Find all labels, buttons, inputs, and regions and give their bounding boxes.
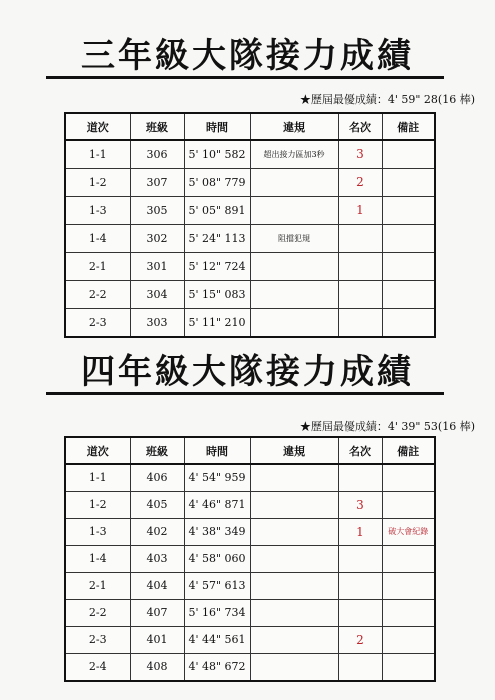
lane-cell: 2-2 <box>66 280 130 308</box>
header-time: 時間 <box>184 114 250 140</box>
note-cell <box>382 168 434 196</box>
lane-cell: 2-3 <box>66 308 130 336</box>
note-cell <box>382 626 434 653</box>
table-row <box>66 308 434 336</box>
header-lane: 道次 <box>66 114 130 140</box>
time-cell: 5' 11" 210 <box>184 308 250 336</box>
time-cell: 4' 57" 613 <box>184 572 250 599</box>
grade4-results-table <box>64 436 436 682</box>
class-cell: 303 <box>130 308 184 336</box>
note-cell: 破大會紀錄 <box>382 518 434 545</box>
header-class: 班級 <box>130 114 184 140</box>
rank-cell <box>338 572 382 599</box>
class-cell: 302 <box>130 224 184 252</box>
table-header-row <box>66 438 434 464</box>
rank-cell: 2 <box>338 626 382 653</box>
class-cell: 402 <box>130 518 184 545</box>
rank-cell: 1 <box>338 196 382 224</box>
class-cell: 305 <box>130 196 184 224</box>
grade3-best-record: ★歷屆最優成績：4' 59" 28(16 棒) <box>299 93 475 106</box>
note-cell <box>382 464 434 491</box>
header-rank: 名次 <box>338 438 382 464</box>
violation-cell: 超出接力區加3秒 <box>250 140 338 168</box>
class-cell: 301 <box>130 252 184 280</box>
rank-cell <box>338 280 382 308</box>
note-cell <box>382 280 434 308</box>
note-cell <box>382 545 434 572</box>
lane-cell: 2-2 <box>66 599 130 626</box>
table-row <box>66 572 434 599</box>
table-row <box>66 491 434 518</box>
violation-cell <box>250 626 338 653</box>
time-cell: 5' 12" 724 <box>184 252 250 280</box>
lane-cell: 1-4 <box>66 224 130 252</box>
rank-cell <box>338 599 382 626</box>
grade4-best-record: ★歷屆最優成績：4' 39" 53(16 棒) <box>299 420 475 433</box>
class-cell: 408 <box>130 653 184 680</box>
rank-cell: 3 <box>338 140 382 168</box>
rank-cell <box>338 224 382 252</box>
violation-cell <box>250 518 338 545</box>
class-cell: 304 <box>130 280 184 308</box>
lane-cell: 1-2 <box>66 168 130 196</box>
grade4-title: 四年級大隊接力成績 <box>81 352 414 392</box>
table-header-row <box>66 114 434 140</box>
violation-cell <box>250 464 338 491</box>
rank-cell <box>338 308 382 336</box>
table-row <box>66 653 434 680</box>
lane-cell: 1-3 <box>66 196 130 224</box>
time-cell: 4' 38" 349 <box>184 518 250 545</box>
time-cell: 5' 16" 734 <box>184 599 250 626</box>
class-cell: 306 <box>130 140 184 168</box>
rank-cell <box>338 464 382 491</box>
time-cell: 5' 05" 891 <box>184 196 250 224</box>
violation-cell: 阻擋犯規 <box>250 224 338 252</box>
class-cell: 407 <box>130 599 184 626</box>
note-cell <box>382 196 434 224</box>
header-violation: 違規 <box>250 438 338 464</box>
time-cell: 5' 10" 582 <box>184 140 250 168</box>
time-cell: 5' 15" 083 <box>184 280 250 308</box>
rank-cell: 3 <box>338 491 382 518</box>
class-cell: 401 <box>130 626 184 653</box>
grade3-results-table <box>64 112 436 338</box>
class-cell: 403 <box>130 545 184 572</box>
lane-cell: 2-4 <box>66 653 130 680</box>
time-cell: 4' 46" 871 <box>184 491 250 518</box>
note-cell <box>382 224 434 252</box>
lane-cell: 1-4 <box>66 545 130 572</box>
violation-cell <box>250 491 338 518</box>
class-cell: 405 <box>130 491 184 518</box>
grade3-title: 三年級大隊接力成績 <box>81 36 414 76</box>
rank-cell: 1 <box>338 518 382 545</box>
header-violation: 違規 <box>250 114 338 140</box>
violation-cell <box>250 168 338 196</box>
lane-cell: 1-1 <box>66 140 130 168</box>
table-row <box>66 518 434 545</box>
note-cell <box>382 599 434 626</box>
note-cell <box>382 140 434 168</box>
note-cell <box>382 308 434 336</box>
time-cell: 4' 48" 672 <box>184 653 250 680</box>
time-cell: 4' 54" 959 <box>184 464 250 491</box>
violation-cell <box>250 252 338 280</box>
time-cell: 5' 08" 779 <box>184 168 250 196</box>
lane-cell: 2-3 <box>66 626 130 653</box>
rank-cell <box>338 545 382 572</box>
header-class: 班級 <box>130 438 184 464</box>
violation-cell <box>250 196 338 224</box>
violation-cell <box>250 653 338 680</box>
note-cell <box>382 491 434 518</box>
rank-cell <box>338 653 382 680</box>
rank-cell: 2 <box>338 168 382 196</box>
class-cell: 406 <box>130 464 184 491</box>
class-cell: 307 <box>130 168 184 196</box>
header-rank: 名次 <box>338 114 382 140</box>
note-cell <box>382 252 434 280</box>
violation-cell <box>250 545 338 572</box>
table-row <box>66 196 434 224</box>
table-row <box>66 599 434 626</box>
table-row <box>66 545 434 572</box>
lane-cell: 1-3 <box>66 518 130 545</box>
class-cell: 404 <box>130 572 184 599</box>
violation-cell <box>250 572 338 599</box>
header-lane: 道次 <box>66 438 130 464</box>
violation-cell <box>250 308 338 336</box>
table-row <box>66 626 434 653</box>
rank-cell <box>338 252 382 280</box>
table-row <box>66 464 434 491</box>
lane-cell: 1-1 <box>66 464 130 491</box>
time-cell: 5' 24" 113 <box>184 224 250 252</box>
lane-cell: 2-1 <box>66 252 130 280</box>
grade3-title-underline <box>46 76 444 79</box>
violation-cell <box>250 599 338 626</box>
lane-cell: 1-2 <box>66 491 130 518</box>
violation-cell <box>250 280 338 308</box>
header-note: 備註 <box>382 438 434 464</box>
table-row <box>66 224 434 252</box>
header-note: 備註 <box>382 114 434 140</box>
header-time: 時間 <box>184 438 250 464</box>
lane-cell: 2-1 <box>66 572 130 599</box>
table-row <box>66 280 434 308</box>
table-row <box>66 168 434 196</box>
note-cell <box>382 653 434 680</box>
table-row <box>66 252 434 280</box>
grade4-title-underline <box>46 392 444 395</box>
table-row <box>66 140 434 168</box>
time-cell: 4' 58" 060 <box>184 545 250 572</box>
time-cell: 4' 44" 561 <box>184 626 250 653</box>
note-cell <box>382 572 434 599</box>
